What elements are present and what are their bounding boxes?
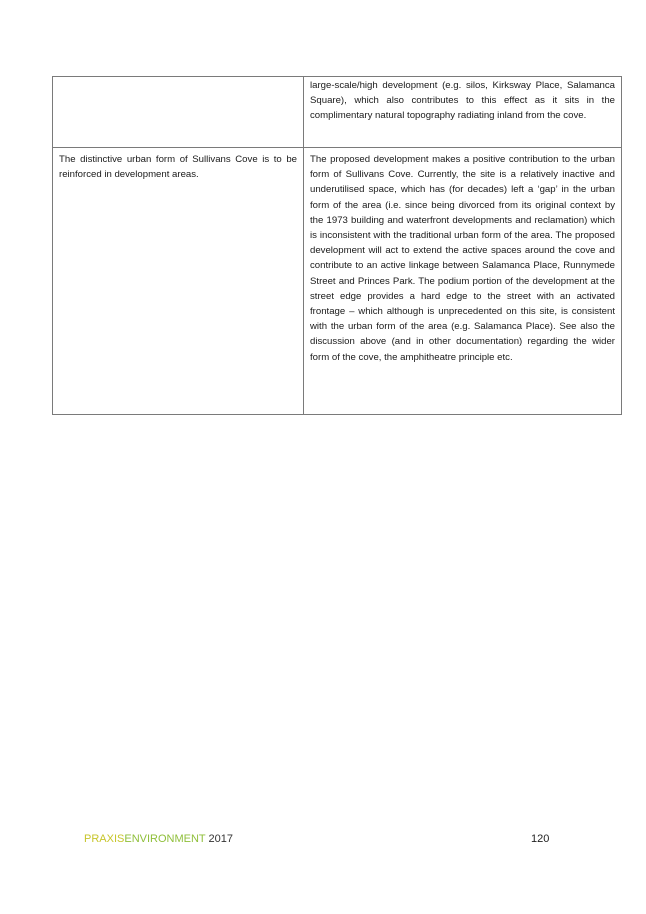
footer-brand xyxy=(84,833,233,845)
page-number: 120 xyxy=(531,833,550,845)
table-cell-response: The proposed development makes a positive contribution to the urban form of Sullivans Cove. Currently, the site is a relatively inactive and underutilised space, which has (for decades) left a ‘gap’ in the urban form of the area (i.e. since being divorced from its original context by the 1973 building and waterfront developments and reclamation) which is inconsistent with the traditional urban form of the area. The proposed development will act to extend the active spaces around the cove and contribute to an active linkage between Salamanca Place, Runnymede Street and Princes Park. The podium portion of the development at the street edge provides a hard edge to the street with an activated frontage – which although is unprecedented on this site, is consistent with the urban form of the area (e.g. Salamanca Place). See also the discussion above (and in other documentation) regarding the wider form of the cove, the amphitheatre principle etc. xyxy=(304,148,622,415)
brand-name-part2: ENVIRONMENT xyxy=(124,833,206,845)
table-cell-criterion xyxy=(53,77,304,148)
table-cell-criterion: The distinctive urban form of Sullivans Cove is to be reinforced in development areas. xyxy=(53,148,304,415)
table-row xyxy=(53,77,622,148)
brand-name-part1: PRAXIS xyxy=(84,833,125,845)
assessment-table xyxy=(52,76,622,415)
table-cell-response: large-scale/high development (e.g. silos, Kirksway Place, Salamanca Square), which also contributes to this effect as it sits in the complimentary natural topography radiating inland from the cove. xyxy=(304,77,622,148)
table-row xyxy=(53,148,622,415)
footer-year: 2017 xyxy=(208,833,233,845)
